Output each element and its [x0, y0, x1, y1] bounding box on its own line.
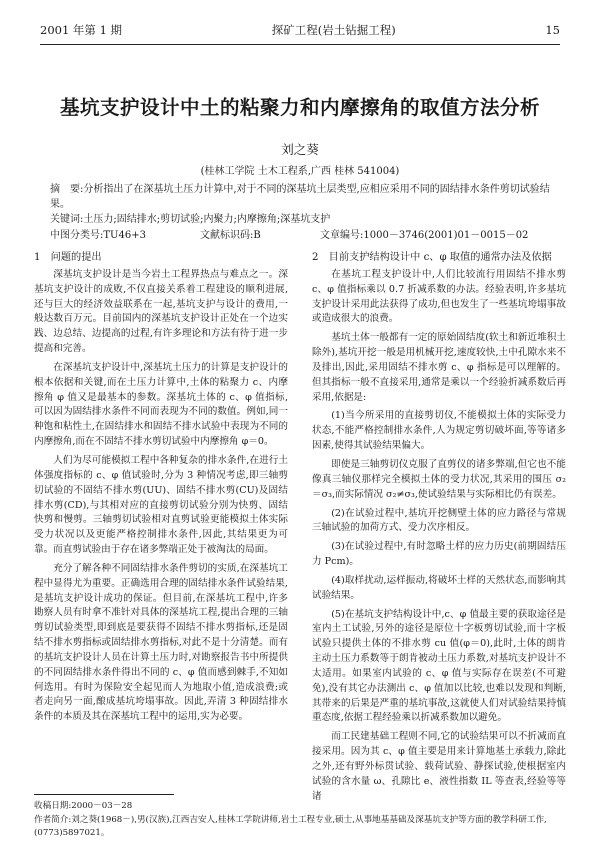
- paragraph: (5)在基坑支护结构设计中,c、φ 值最主要的获取途径是室内土工试验,另外的途径是原位十字板剪切试验,而十字板试验只提供土体的不排水剪 cu 值(φ＝0),此时,土体的朗肯主动土压力系数等于朗肯被动土压力系数,对基坑支护设计不太适用。如果室内试验的 c、φ 值与实际存在误差(不可避免),没有其它办法测出 c、φ 值加以比较,也难以发现和判断,其带来的后果是严重的基坑事故,这就使人们对试验结果持慎重态度,依据工程经验乘以折减系数加以避免。: [312, 608, 566, 724]
- author-bio: 作者简介:刘之葵(1968－),男(汉族),江西吉安人,桂林工学院讲师,岩土工程专业,硕士,从事地基基础及深基坑支护等方面的教学科研工作,(0773)5897021。: [34, 815, 547, 838]
- abstract-label: 摘 要:: [50, 184, 84, 195]
- keywords: [50, 212, 550, 227]
- paragraph: 充分了解各种不同固结排水条件剪切的实质,在深基坑工程中显得尤为重要。正确选用合理的固结排水条件试验结果,是基坑支护设计成功的保证。但目前,在深基坑工程中,许多勘察人员有时拿不准针对具体的深基坑工程,提出合理的三轴剪切试验类型,即到底是要获得不固结不排水剪指标,还是固结不排水剪指标或固结排水剪指标,对此不是十分清楚。而有的基坑支护设计人员在计算土压力时,对勘察报告书中所提供的不同固结排水条件得出不同的 c、φ 值而感到棘手,不知如何选用。有时为保险安全起见而人为地取小值,造成浪费;或者走向另一面,酿成基坑垮塌事故。因此,弄清 3 种固结排水条件的本质及其在深基坑工程中的运用,实为必要。: [34, 562, 288, 723]
- page-number: 15: [545, 23, 560, 37]
- header-rule: [40, 44, 560, 45]
- keywords-label: 关键词:: [50, 214, 84, 225]
- left-column: [34, 251, 288, 729]
- paragraph: 深基坑支护设计是当今岩土工程界热点与难点之一。深基坑支护设计的成败,不仅直接关系着工程建设的顺利进展,还与巨大的经济效益联系在一起,基坑支护与设计的费用,一般达数百万元。目前国内的深基坑支护设计正处在一个边实践、边总结、边提高的过程,有许多理论和方法有待于进一步提高和完善。: [34, 268, 288, 355]
- paragraph: 而工民建基础工程则不同,它的试验结果可以不折减而直接采用。因为其 c、φ 值主要是用来计算地基土承载力,除此之外,还有野外标贯试验、载荷试验、静探试验,使根据室内试验的含水量 ω、孔隙比 e、液性指数 IL 等查表,经验等等诸: [312, 731, 566, 802]
- paragraph: 在基坑工程支护设计中,人们比较流行用固结不排水剪 c、φ 值指标乘以 0.7 折减系数的办法。经验表明,许多基坑支护设计采用此法获得了成功,但也发生了一些基坑垮塌事故或造成很大的浪费。: [312, 268, 566, 325]
- footnote-rule: [34, 794, 174, 795]
- paragraph: (1)当今所采用的直接剪切仪,不能模拟土体的实际受力状态,不能严格控制排水条件,人为规定剪切破坏面,等等诸多因素,使得其试验结果偏大。: [312, 410, 566, 452]
- class-label: 中图分类号:: [50, 230, 104, 241]
- author-name: 刘之葵: [281, 142, 319, 157]
- article-id-label: 文章编号:: [320, 230, 364, 241]
- section-heading-2: 2 目前支护结构设计中 c、φ 取值的通常办法及依据: [312, 252, 552, 263]
- running-head: [40, 22, 560, 38]
- paragraph: 即使是三轴剪切仪克服了直剪仪的诸多弊端,但它也不能像真三轴仪那样完全模拟土体的受力状况,其采用的围压 σ₂＝σ₃,而实际情况 σ₂≠σ₃,使试验结果与实际相比仍有误差。: [312, 458, 566, 500]
- author-affiliation: (桂林工学院 土木工程系,广西 桂林 541004): [200, 166, 400, 177]
- journal-name: 探矿工程(岩土钻掘工程): [271, 23, 396, 37]
- article-id-value: 1000－3746(2001)01－0015－02: [363, 230, 529, 241]
- paragraph: 人们为尽可能模拟工程中各种复杂的排水条件,在进行土体强度指标的 c、φ 值试验时,分为 3 种情况考虑,即三轴剪切试验的不固结不排水剪(UU)、固结不排水剪(CU)及固结排水剪(CD),与其相对应的直接剪切试验分别为快剪、固结快剪和慢剪。三轴剪切试验相对直剪试验更能模拟土体实际受力状况以及更能严格控制排水条件,因此,其结果更为可靠。而直剪试验由于存在诸多弊端正处于被淘汰的局面。: [34, 454, 288, 556]
- issue-label: 2001 年第 1 期: [40, 23, 123, 37]
- received-date: 收稿日期:2000－03－28: [34, 801, 133, 811]
- class-value: TU46+3: [103, 230, 146, 241]
- doc-code-label: 文献标识码:: [200, 230, 254, 241]
- doc-code-value: B: [253, 230, 261, 241]
- paragraph: (4)取样扰动,运样振动,将破坏土样的天然状态,而影响其试验结果。: [312, 574, 566, 601]
- section-heading-1: 1 问题的提出: [34, 252, 102, 263]
- abstract: [50, 182, 550, 212]
- paragraph: 基坑土体一般都有一定的原始固结度(软土和新近堆积土除外),基坑开挖一般是用机械开挖,速度较快,土中孔隙水来不及排出,因此,采用固结不排水剪 c、φ 指标是可以理解的。但其指标一般不直接采用,通常是乘以一个经验折减系数后再采用,依据是:: [312, 332, 566, 403]
- right-column: [312, 251, 566, 809]
- article-title: 基坑支护设计中土的粘聚力和内摩擦角的取值方法分析: [59, 96, 540, 119]
- abstract-text: 分析指出了在深基坑土压力计算中,对于不同的深基坑土层类型,应相应采用不同的固结排水条件剪切试验结果。: [50, 184, 550, 210]
- paragraph: (2)在试验过程中,基坑开挖侧壁土体的应力路径与常规三轴试验的加荷方式、受力次序相反。: [312, 507, 566, 534]
- paragraph: 在深基坑支护设计中,深基坑土压力的计算是支护设计的根本依据和关键,而在土压力计算中,土体的粘聚力 c、内摩擦角 φ 值又是最基本的参数。深基坑土体的 c、φ 值指标,可以因为固结排水条件不同而表现为不同的数值。例如,同一种饱和粘性土,在固结排水和固结不排水试验中表现为不同的内摩擦角,而在不固结不排水剪切试验中内摩擦角 φ＝0。: [34, 361, 288, 448]
- classification-line: [50, 228, 550, 243]
- keywords-text: 土压力;固结排水;剪切试验;内聚力;内摩擦角;深基坑支护: [83, 214, 331, 225]
- paragraph: (3)在试验过程中,有时忽略土样的应力历史(前期固结压力 Pcm)。: [312, 541, 566, 568]
